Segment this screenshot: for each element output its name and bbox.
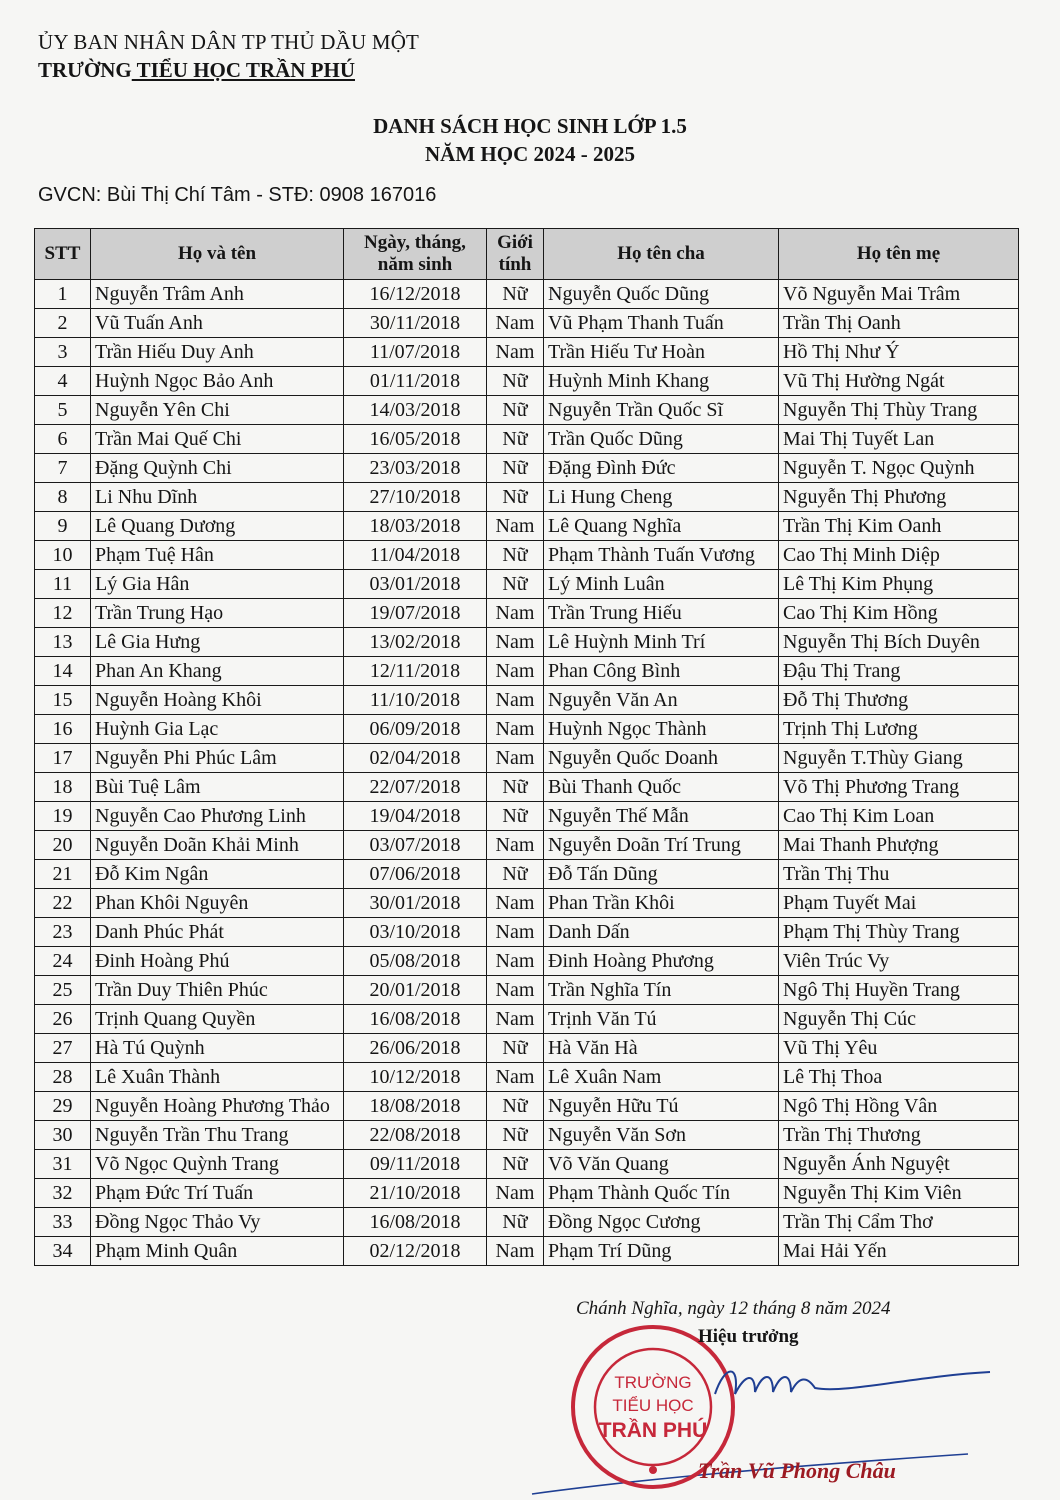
- cell-sex: Nữ: [487, 1092, 544, 1121]
- signature-block: [560, 1298, 1040, 1498]
- cell-student-name: Nguyễn Trần Thu Trang: [91, 1121, 344, 1150]
- cell-mother-name: Nguyễn Thị Cúc: [779, 1005, 1019, 1034]
- table-row: [35, 686, 1019, 715]
- cell-student-name: Phạm Đức Trí Tuấn: [91, 1179, 344, 1208]
- cell-father-name: Đỗ Tấn Dũng: [544, 860, 779, 889]
- cell-dob: 21/10/2018: [344, 1179, 487, 1208]
- student-rows: [35, 280, 1019, 1266]
- cell-dob: 14/03/2018: [344, 396, 487, 425]
- cell-father-name: Hà Văn Hà: [544, 1034, 779, 1063]
- cell-dob: 20/01/2018: [344, 976, 487, 1005]
- cell-mother-name: Phạm Thị Thùy Trang: [779, 918, 1019, 947]
- cell-dob: 16/08/2018: [344, 1208, 487, 1237]
- cell-father-name: Trần Nghĩa Tín: [544, 976, 779, 1005]
- table-row: [35, 309, 1019, 338]
- cell-stt: 21: [35, 860, 91, 889]
- cell-stt: 3: [35, 338, 91, 367]
- cell-mother-name: Nguyễn Thị Thùy Trang: [779, 396, 1019, 425]
- cell-student-name: Trần Duy Thiên Phúc: [91, 976, 344, 1005]
- cell-mother-name: Vũ Thị Hường Ngát: [779, 367, 1019, 396]
- cell-father-name: Phạm Thành Tuấn Vương: [544, 541, 779, 570]
- cell-dob: 19/04/2018: [344, 802, 487, 831]
- cell-stt: 27: [35, 1034, 91, 1063]
- cell-mother-name: Trần Thị Thu: [779, 860, 1019, 889]
- cell-sex: Nam: [487, 947, 544, 976]
- cell-sex: Nam: [487, 715, 544, 744]
- cell-father-name: Võ Văn Quang: [544, 1150, 779, 1179]
- cell-sex: Nam: [487, 1179, 544, 1208]
- table-row: [35, 1150, 1019, 1179]
- cell-mother-name: Lê Thị Kim Phụng: [779, 570, 1019, 599]
- cell-stt: 28: [35, 1063, 91, 1092]
- school-name-text: TIỂU HỌC TRẦN PHÚ: [131, 58, 355, 82]
- cell-mother-name: Ngô Thị Huyền Trang: [779, 976, 1019, 1005]
- cell-stt: 2: [35, 309, 91, 338]
- cell-father-name: Danh Dấn: [544, 918, 779, 947]
- cell-student-name: Nguyễn Phi Phúc Lâm: [91, 744, 344, 773]
- cell-sex: Nữ: [487, 541, 544, 570]
- org-name: ỦY BAN NHÂN DÂN TP THỦ DẦU MỘT: [38, 30, 420, 54]
- cell-dob: 18/08/2018: [344, 1092, 487, 1121]
- cell-dob: 11/07/2018: [344, 338, 487, 367]
- cell-father-name: Lý Minh Luân: [544, 570, 779, 599]
- table-row: [35, 889, 1019, 918]
- cell-father-name: Nguyễn Văn An: [544, 686, 779, 715]
- header-name: Họ và tên: [91, 229, 344, 280]
- cell-sex: Nữ: [487, 1034, 544, 1063]
- cell-father-name: Lê Huỳnh Minh Trí: [544, 628, 779, 657]
- cell-mother-name: Trần Thị Cẩm Thơ: [779, 1208, 1019, 1237]
- cell-sex: Nữ: [487, 454, 544, 483]
- cell-mother-name: Hồ Thị Như Ý: [779, 338, 1019, 367]
- cell-father-name: Nguyễn Quốc Doanh: [544, 744, 779, 773]
- table-row: [35, 454, 1019, 483]
- cell-stt: 20: [35, 831, 91, 860]
- cell-father-name: Phan Công Bình: [544, 657, 779, 686]
- cell-sex: Nam: [487, 1063, 544, 1092]
- cell-stt: 25: [35, 976, 91, 1005]
- table-row: [35, 831, 1019, 860]
- cell-mother-name: Mai Hải Yến: [779, 1237, 1019, 1266]
- header-sex-line1: Giới: [497, 232, 533, 253]
- cell-student-name: Phan Khôi Nguyên: [91, 889, 344, 918]
- cell-student-name: Nguyễn Cao Phương Linh: [91, 802, 344, 831]
- table-row: [35, 541, 1019, 570]
- document-title: [0, 112, 1060, 168]
- cell-dob: 02/12/2018: [344, 1237, 487, 1266]
- cell-father-name: Lê Xuân Nam: [544, 1063, 779, 1092]
- cell-student-name: Lê Xuân Thành: [91, 1063, 344, 1092]
- table-row: [35, 1092, 1019, 1121]
- table-row: [35, 1208, 1019, 1237]
- cell-student-name: Nguyễn Doãn Khải Minh: [91, 831, 344, 860]
- cell-sex: Nam: [487, 1005, 544, 1034]
- cell-father-name: Trần Hiếu Tư Hoàn: [544, 338, 779, 367]
- cell-father-name: Huỳnh Ngọc Thành: [544, 715, 779, 744]
- cell-sex: Nam: [487, 599, 544, 628]
- cell-father-name: Trần Quốc Dũng: [544, 425, 779, 454]
- stamp-line-1: TRƯỜNG: [614, 1373, 692, 1392]
- cell-student-name: Huỳnh Ngọc Bảo Anh: [91, 367, 344, 396]
- stamp-line-2: TIỂU HỌC: [612, 1396, 694, 1415]
- cell-stt: 26: [35, 1005, 91, 1034]
- cell-student-name: Phạm Minh Quân: [91, 1237, 344, 1266]
- cell-sex: Nam: [487, 628, 544, 657]
- cell-stt: 23: [35, 918, 91, 947]
- cell-dob: 16/12/2018: [344, 280, 487, 309]
- cell-dob: 16/08/2018: [344, 1005, 487, 1034]
- cell-student-name: Lê Gia Hưng: [91, 628, 344, 657]
- cell-stt: 8: [35, 483, 91, 512]
- cell-student-name: Trịnh Quang Quyền: [91, 1005, 344, 1034]
- cell-mother-name: Nguyễn Ánh Nguyệt: [779, 1150, 1019, 1179]
- cell-mother-name: Nguyễn Thị Phương: [779, 483, 1019, 512]
- school-name: [38, 56, 419, 84]
- stamp-line-3: TRẦN PHÚ: [598, 1419, 708, 1442]
- cell-stt: 10: [35, 541, 91, 570]
- cell-student-name: Đỗ Kim Ngân: [91, 860, 344, 889]
- header-father: Họ tên cha: [544, 229, 779, 280]
- cell-dob: 06/09/2018: [344, 715, 487, 744]
- cell-father-name: Nguyễn Văn Sơn: [544, 1121, 779, 1150]
- cell-dob: 11/10/2018: [344, 686, 487, 715]
- table-row: [35, 425, 1019, 454]
- cell-mother-name: Mai Thị Tuyết Lan: [779, 425, 1019, 454]
- cell-mother-name: Lê Thị Thoa: [779, 1063, 1019, 1092]
- cell-mother-name: Đậu Thị Trang: [779, 657, 1019, 686]
- table-row: [35, 773, 1019, 802]
- cell-father-name: Đặng Đình Đức: [544, 454, 779, 483]
- table-row: [35, 976, 1019, 1005]
- signing-date: Chánh Nghĩa, ngày 12 tháng 8 năm 2024: [576, 1298, 891, 1319]
- cell-sex: Nữ: [487, 483, 544, 512]
- cell-stt: 24: [35, 947, 91, 976]
- table-row: [35, 1005, 1019, 1034]
- header-dob-line1: Ngày, tháng,: [364, 232, 466, 253]
- cell-stt: 12: [35, 599, 91, 628]
- cell-mother-name: Võ Thị Phương Trang: [779, 773, 1019, 802]
- cell-student-name: Trần Hiếu Duy Anh: [91, 338, 344, 367]
- handwritten-signature: [695, 1354, 995, 1414]
- cell-stt: 9: [35, 512, 91, 541]
- cell-father-name: Li Hung Cheng: [544, 483, 779, 512]
- cell-stt: 30: [35, 1121, 91, 1150]
- cell-sex: Nữ: [487, 570, 544, 599]
- cell-student-name: Đặng Quỳnh Chi: [91, 454, 344, 483]
- table-row: [35, 338, 1019, 367]
- cell-stt: 17: [35, 744, 91, 773]
- cell-stt: 34: [35, 1237, 91, 1266]
- cell-mother-name: Phạm Tuyết Mai: [779, 889, 1019, 918]
- cell-mother-name: Vũ Thị Yêu: [779, 1034, 1019, 1063]
- cell-stt: 18: [35, 773, 91, 802]
- cell-sex: Nam: [487, 831, 544, 860]
- cell-sex: Nam: [487, 1237, 544, 1266]
- table-row: [35, 715, 1019, 744]
- cell-sex: Nam: [487, 657, 544, 686]
- cell-father-name: Vũ Phạm Thanh Tuấn: [544, 309, 779, 338]
- cell-student-name: Lê Quang Dương: [91, 512, 344, 541]
- cell-sex: Nam: [487, 889, 544, 918]
- cell-dob: 01/11/2018: [344, 367, 487, 396]
- cell-mother-name: Nguyễn Thị Bích Duyên: [779, 628, 1019, 657]
- cell-dob: 23/03/2018: [344, 454, 487, 483]
- cell-dob: 09/11/2018: [344, 1150, 487, 1179]
- cell-student-name: Danh Phúc Phát: [91, 918, 344, 947]
- cell-mother-name: Nguyễn T.Thùy Giang: [779, 744, 1019, 773]
- cell-mother-name: Nguyễn Thị Kim Viên: [779, 1179, 1019, 1208]
- cell-mother-name: Viên Trúc Vy: [779, 947, 1019, 976]
- table-row: [35, 1063, 1019, 1092]
- cell-sex: Nữ: [487, 1150, 544, 1179]
- table-row: [35, 628, 1019, 657]
- cell-student-name: Li Nhu Dĩnh: [91, 483, 344, 512]
- cell-stt: 14: [35, 657, 91, 686]
- cell-mother-name: Đỗ Thị Thương: [779, 686, 1019, 715]
- table-row: [35, 367, 1019, 396]
- cell-student-name: Vũ Tuấn Anh: [91, 309, 344, 338]
- cell-mother-name: Cao Thị Minh Diệp: [779, 541, 1019, 570]
- school-prefix: TRƯỜNG: [38, 58, 132, 82]
- cell-father-name: Nguyễn Hữu Tú: [544, 1092, 779, 1121]
- cell-student-name: Đinh Hoàng Phú: [91, 947, 344, 976]
- cell-father-name: Đồng Ngọc Cương: [544, 1208, 779, 1237]
- cell-father-name: Phạm Thành Quốc Tín: [544, 1179, 779, 1208]
- cell-stt: 7: [35, 454, 91, 483]
- table-row: [35, 570, 1019, 599]
- table-row: [35, 802, 1019, 831]
- table-row: [35, 280, 1019, 309]
- signer-name: Trần Vũ Phong Châu: [698, 1458, 896, 1483]
- title-line-1: DANH SÁCH HỌC SINH LỚP 1.5: [373, 114, 687, 138]
- table-row: [35, 947, 1019, 976]
- cell-sex: Nam: [487, 744, 544, 773]
- cell-father-name: Huỳnh Minh Khang: [544, 367, 779, 396]
- cell-stt: 11: [35, 570, 91, 599]
- cell-dob: 11/04/2018: [344, 541, 487, 570]
- cell-dob: 05/08/2018: [344, 947, 487, 976]
- cell-father-name: Lê Quang Nghĩa: [544, 512, 779, 541]
- cell-mother-name: Nguyễn T. Ngọc Quỳnh: [779, 454, 1019, 483]
- homeroom-teacher: GVCN: Bùi Thị Chí Tâm - STĐ: 0908 167016: [38, 184, 437, 206]
- cell-dob: 12/11/2018: [344, 657, 487, 686]
- cell-dob: 10/12/2018: [344, 1063, 487, 1092]
- cell-dob: 02/04/2018: [344, 744, 487, 773]
- cell-sex: Nữ: [487, 1121, 544, 1150]
- cell-dob: 22/07/2018: [344, 773, 487, 802]
- table-header-row: [35, 229, 1019, 280]
- header-mother: Họ tên mẹ: [779, 229, 1019, 280]
- cell-stt: 4: [35, 367, 91, 396]
- cell-father-name: Nguyễn Quốc Dũng: [544, 280, 779, 309]
- cell-sex: Nam: [487, 338, 544, 367]
- cell-student-name: Phan An Khang: [91, 657, 344, 686]
- cell-sex: Nam: [487, 309, 544, 338]
- cell-dob: 18/03/2018: [344, 512, 487, 541]
- cell-mother-name: Cao Thị Kim Hồng: [779, 599, 1019, 628]
- header-dob: [344, 229, 487, 280]
- cell-dob: 27/10/2018: [344, 483, 487, 512]
- cell-stt: 19: [35, 802, 91, 831]
- cell-mother-name: Trần Thị Thương: [779, 1121, 1019, 1150]
- cell-sex: Nữ: [487, 802, 544, 831]
- cell-dob: 13/02/2018: [344, 628, 487, 657]
- table-row: [35, 599, 1019, 628]
- cell-stt: 29: [35, 1092, 91, 1121]
- cell-mother-name: Ngô Thị Hồng Vân: [779, 1092, 1019, 1121]
- cell-student-name: Nguyễn Hoàng Phương Thảo: [91, 1092, 344, 1121]
- cell-dob: 07/06/2018: [344, 860, 487, 889]
- cell-mother-name: Trần Thị Oanh: [779, 309, 1019, 338]
- cell-dob: 22/08/2018: [344, 1121, 487, 1150]
- header-stt: STT: [35, 229, 91, 280]
- cell-mother-name: Mai Thanh Phượng: [779, 831, 1019, 860]
- cell-dob: 03/01/2018: [344, 570, 487, 599]
- cell-stt: 15: [35, 686, 91, 715]
- cell-mother-name: Trần Thị Kim Oanh: [779, 512, 1019, 541]
- cell-dob: 26/06/2018: [344, 1034, 487, 1063]
- cell-sex: Nam: [487, 976, 544, 1005]
- table-row: [35, 1179, 1019, 1208]
- cell-dob: 19/07/2018: [344, 599, 487, 628]
- cell-father-name: Trịnh Văn Tú: [544, 1005, 779, 1034]
- header-dob-line2: năm sinh: [377, 254, 453, 275]
- cell-student-name: Bùi Tuệ Lâm: [91, 773, 344, 802]
- cell-student-name: Hà Tú Quỳnh: [91, 1034, 344, 1063]
- cell-sex: Nữ: [487, 1208, 544, 1237]
- table-row: [35, 657, 1019, 686]
- cell-sex: Nữ: [487, 396, 544, 425]
- cell-father-name: Nguyễn Thế Mẫn: [544, 802, 779, 831]
- cell-student-name: Nguyễn Trâm Anh: [91, 280, 344, 309]
- cell-student-name: Huỳnh Gia Lạc: [91, 715, 344, 744]
- table-row: [35, 1121, 1019, 1150]
- table-row: [35, 483, 1019, 512]
- cell-father-name: Đinh Hoàng Phương: [544, 947, 779, 976]
- cell-mother-name: Trịnh Thị Lương: [779, 715, 1019, 744]
- cell-stt: 32: [35, 1179, 91, 1208]
- cell-father-name: Bùi Thanh Quốc: [544, 773, 779, 802]
- student-table: [34, 228, 1019, 1266]
- cell-sex: Nữ: [487, 425, 544, 454]
- cell-sex: Nam: [487, 918, 544, 947]
- cell-sex: Nữ: [487, 860, 544, 889]
- cell-stt: 5: [35, 396, 91, 425]
- table-row: [35, 1237, 1019, 1266]
- cell-stt: 22: [35, 889, 91, 918]
- cell-student-name: Phạm Tuệ Hân: [91, 541, 344, 570]
- cell-student-name: Đồng Ngọc Thảo Vy: [91, 1208, 344, 1237]
- cell-father-name: Nguyễn Trần Quốc Sĩ: [544, 396, 779, 425]
- table-row: [35, 512, 1019, 541]
- cell-father-name: Phan Trần Khôi: [544, 889, 779, 918]
- cell-student-name: Trần Mai Quế Chi: [91, 425, 344, 454]
- cell-dob: 30/01/2018: [344, 889, 487, 918]
- cell-mother-name: Cao Thị Kim Loan: [779, 802, 1019, 831]
- cell-dob: 16/05/2018: [344, 425, 487, 454]
- cell-stt: 13: [35, 628, 91, 657]
- cell-student-name: Trần Trung Hạo: [91, 599, 344, 628]
- cell-student-name: Nguyễn Hoàng Khôi: [91, 686, 344, 715]
- table-row: [35, 1034, 1019, 1063]
- header-sex: [487, 229, 544, 280]
- cell-sex: Nữ: [487, 773, 544, 802]
- cell-stt: 1: [35, 280, 91, 309]
- cell-father-name: Phạm Trí Dũng: [544, 1237, 779, 1266]
- cell-father-name: Nguyễn Doãn Trí Trung: [544, 831, 779, 860]
- table-row: [35, 396, 1019, 425]
- cell-father-name: Trần Trung Hiếu: [544, 599, 779, 628]
- cell-stt: 6: [35, 425, 91, 454]
- cell-student-name: Võ Ngọc Quỳnh Trang: [91, 1150, 344, 1179]
- cell-sex: Nam: [487, 686, 544, 715]
- cell-sex: Nữ: [487, 367, 544, 396]
- table-row: [35, 860, 1019, 889]
- cell-mother-name: Võ Nguyễn Mai Trâm: [779, 280, 1019, 309]
- cell-sex: Nam: [487, 512, 544, 541]
- cell-dob: 30/11/2018: [344, 309, 487, 338]
- cell-sex: Nữ: [487, 280, 544, 309]
- principal-title: Hiệu trưởng: [698, 1326, 799, 1347]
- cell-stt: 33: [35, 1208, 91, 1237]
- cell-stt: 31: [35, 1150, 91, 1179]
- header-sex-line2: tính: [498, 254, 532, 275]
- cell-dob: 03/10/2018: [344, 918, 487, 947]
- cell-student-name: Nguyễn Yên Chi: [91, 396, 344, 425]
- table-row: [35, 918, 1019, 947]
- cell-student-name: Lý Gia Hân: [91, 570, 344, 599]
- table-row: [35, 744, 1019, 773]
- title-line-2: NĂM HỌC 2024 - 2025: [425, 142, 635, 166]
- cell-stt: 16: [35, 715, 91, 744]
- document-header: [38, 28, 419, 84]
- cell-dob: 03/07/2018: [344, 831, 487, 860]
